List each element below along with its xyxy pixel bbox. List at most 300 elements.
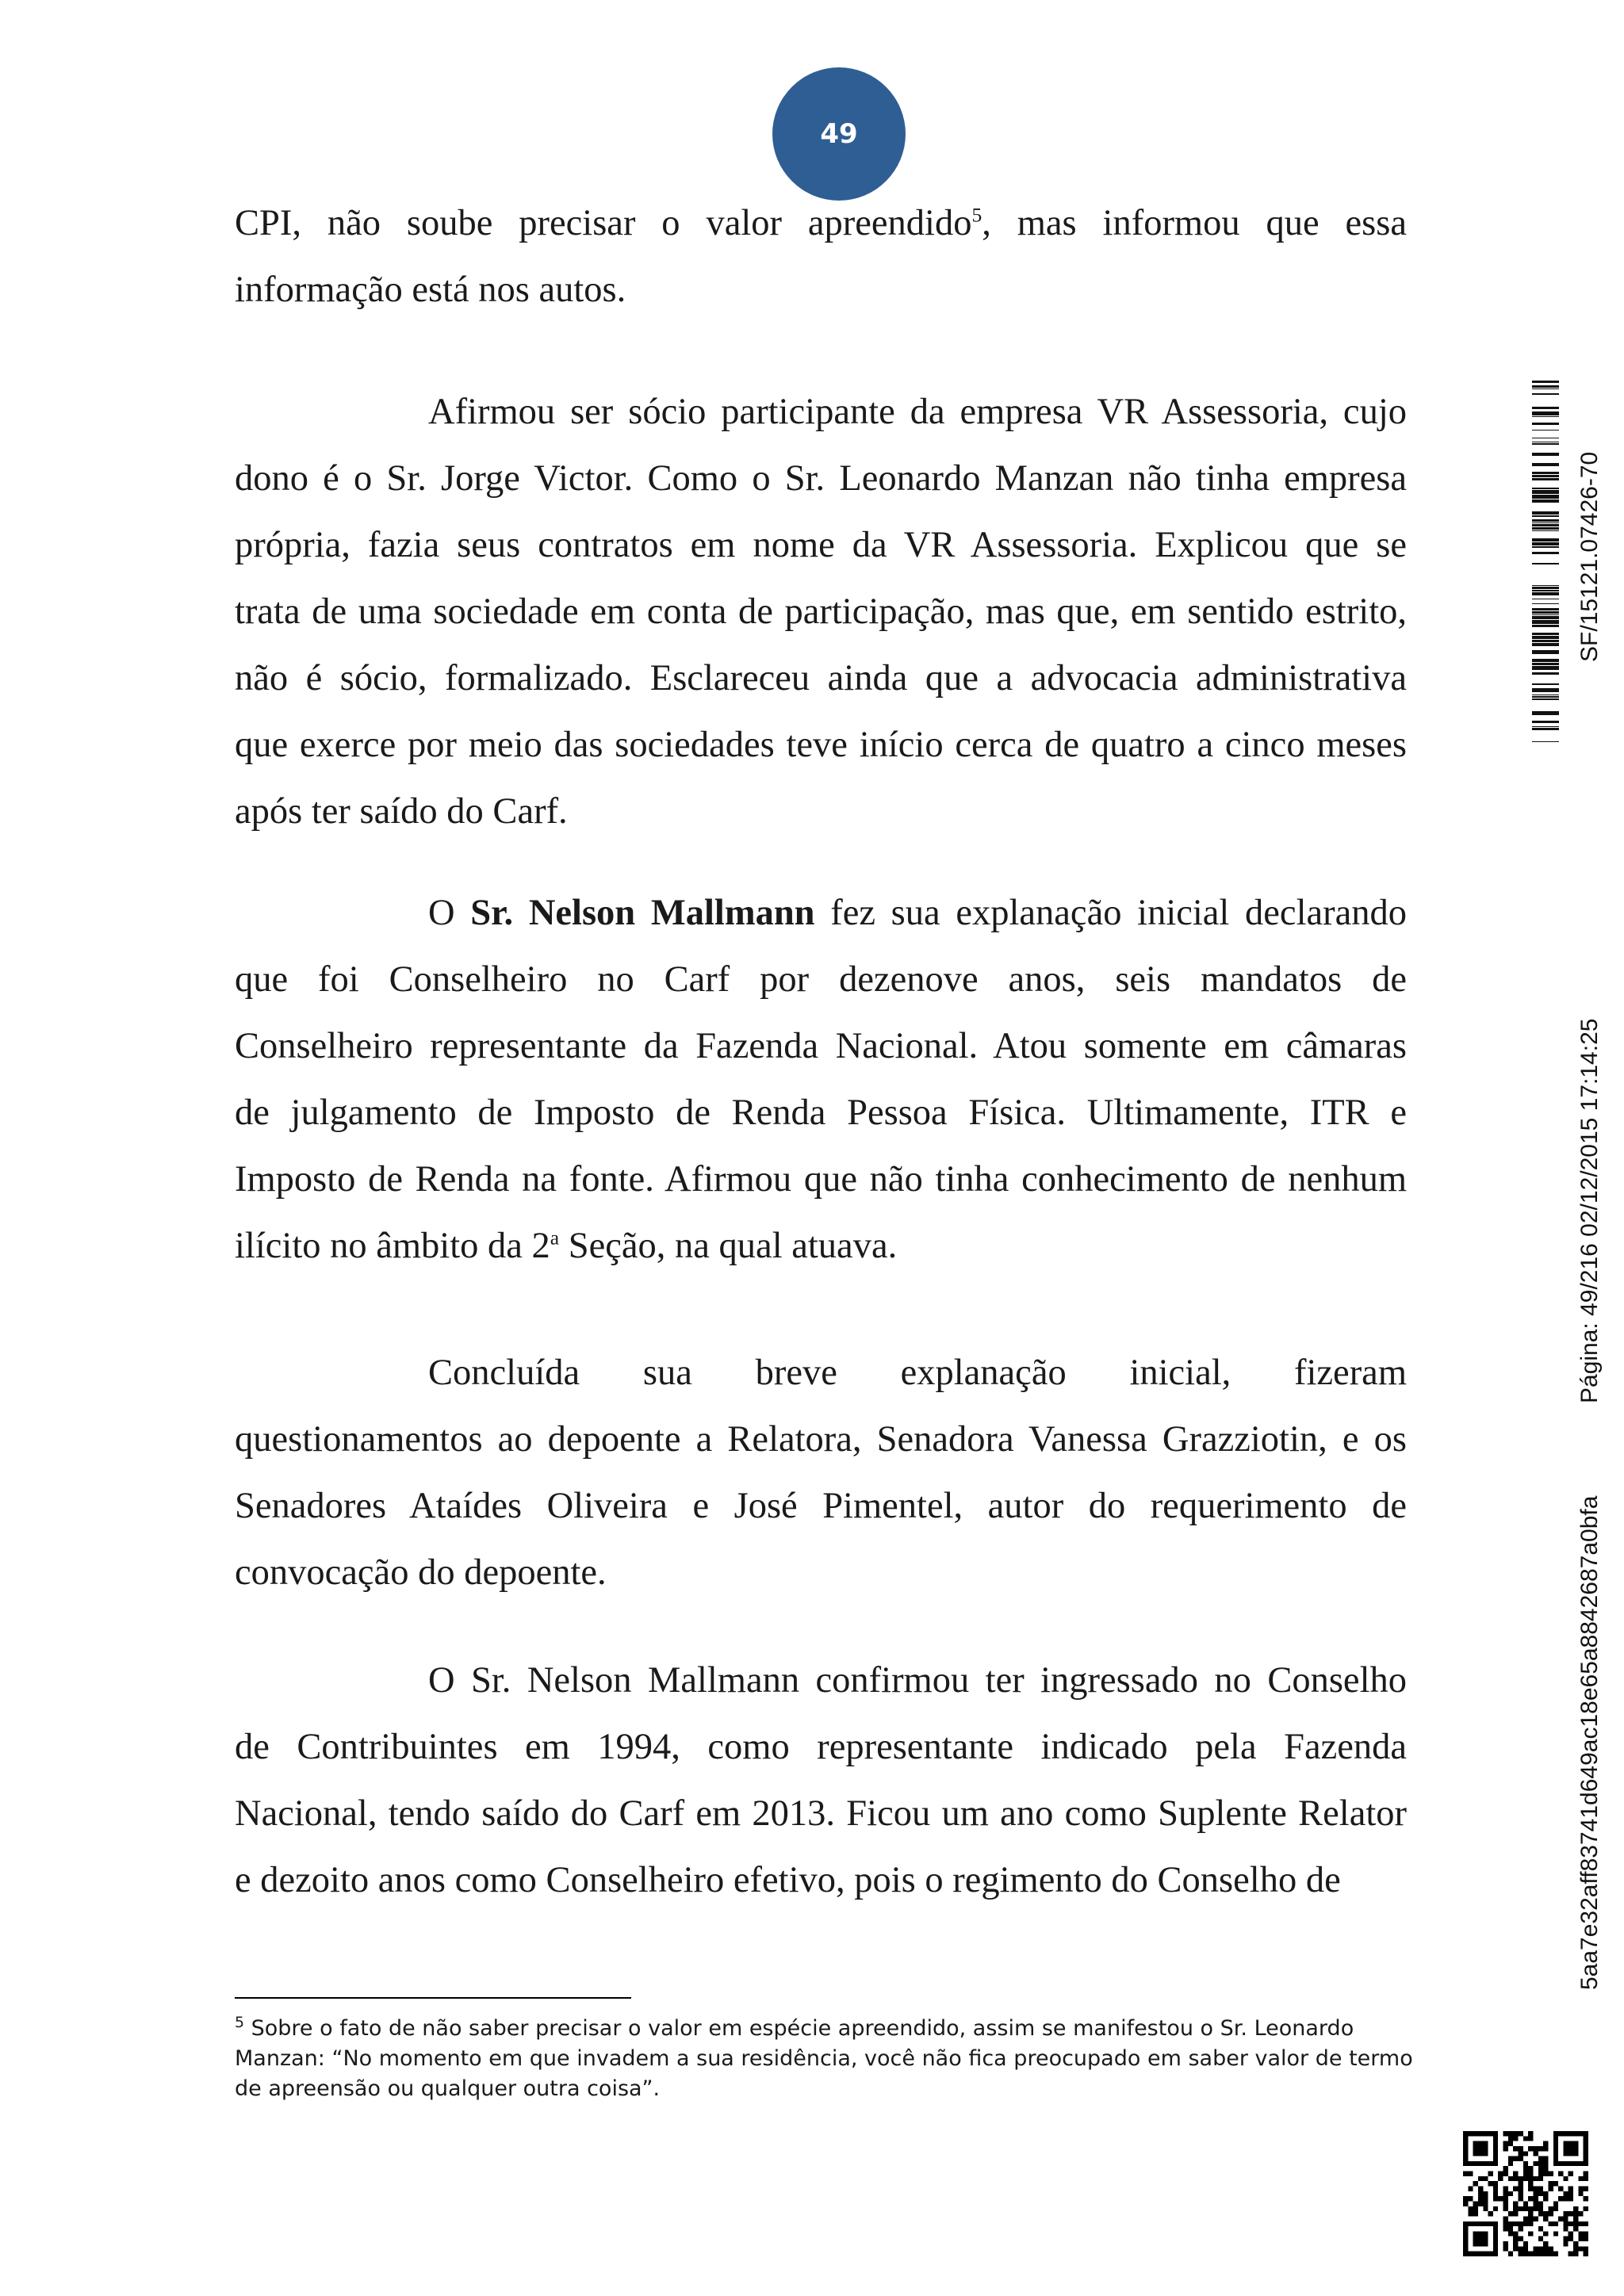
- qr-module: [1533, 2206, 1538, 2211]
- document-hash: 5aa7e32aff83741d649ac18e65a8842687a0bfa: [1576, 1495, 1603, 1990]
- qr-module: [1528, 2211, 1533, 2216]
- text-line: [235, 512, 1407, 579]
- qr-module: [1463, 2172, 1468, 2176]
- qr-module: [1553, 2161, 1558, 2166]
- qr-module: [1578, 2187, 1583, 2191]
- qr-module: [1473, 2241, 1478, 2246]
- qr-module: [1538, 2172, 1543, 2176]
- qr-module: [1563, 2211, 1568, 2216]
- qr-module: [1553, 2221, 1558, 2226]
- qr-module: [1523, 2136, 1528, 2141]
- qr-module: [1568, 2141, 1573, 2146]
- qr-module: [1533, 2146, 1538, 2151]
- text-segment: convocação do depoente.: [235, 1552, 607, 1593]
- text-segment: CPI, não soube precisar o valor apreendido: [235, 203, 972, 243]
- qr-module: [1463, 2141, 1468, 2146]
- qr-module: [1508, 2161, 1513, 2166]
- qr-module: [1463, 2237, 1468, 2241]
- qr-module: [1543, 2216, 1548, 2221]
- qr-module: [1563, 2221, 1568, 2226]
- qr-module: [1568, 2172, 1573, 2176]
- qr-module: [1493, 2191, 1498, 2196]
- barcode-bar: [1532, 587, 1559, 589]
- qr-module: [1473, 2131, 1478, 2136]
- qr-module: [1584, 2136, 1588, 2141]
- qr-module: [1519, 2221, 1523, 2226]
- qr-module: [1538, 2201, 1543, 2206]
- qr-module: [1468, 2252, 1473, 2256]
- qr-module: [1568, 2196, 1573, 2201]
- barcode-bar: [1532, 463, 1559, 466]
- barcode-bar: [1532, 711, 1559, 715]
- qr-module: [1503, 2166, 1508, 2171]
- qr-module: [1468, 2196, 1473, 2201]
- qr-module: [1528, 2196, 1533, 2201]
- barcode-bar: [1532, 659, 1559, 662]
- qr-module: [1558, 2196, 1563, 2201]
- qr-module: [1493, 2196, 1498, 2201]
- barcode-bar: [1532, 472, 1559, 474]
- barcode-bar: [1532, 650, 1559, 654]
- qr-module: [1508, 2252, 1513, 2256]
- qr-module: [1523, 2241, 1528, 2246]
- text-segment: trata de uma sociedade em conta de participação, mas que, em sentido estrito,: [235, 591, 1407, 632]
- qr-module: [1478, 2252, 1483, 2256]
- barcode-bar: [1532, 411, 1559, 415]
- text-line: [235, 645, 1407, 712]
- qr-module: [1538, 2191, 1543, 2196]
- qr-module: [1513, 2206, 1518, 2211]
- qr-module: [1493, 2206, 1498, 2211]
- qr-module: [1528, 2166, 1533, 2171]
- qr-module: [1573, 2151, 1578, 2156]
- qr-module: [1528, 2231, 1533, 2236]
- qr-module: [1483, 2201, 1488, 2206]
- qr-module: [1528, 2136, 1533, 2141]
- qr-module: [1528, 2187, 1533, 2191]
- paragraph: [235, 190, 1407, 323]
- qr-module: [1573, 2216, 1578, 2221]
- qr-module: [1578, 2237, 1583, 2241]
- qr-module: [1573, 2221, 1578, 2226]
- qr-module: [1538, 2246, 1543, 2251]
- text-segment: Nacional, tendo saído do Carf em 2013. Ficou um ano como Suplente Relator: [235, 1793, 1407, 1834]
- qr-module: [1473, 2161, 1478, 2166]
- qr-module: [1463, 2136, 1468, 2141]
- qr-module: [1478, 2201, 1483, 2206]
- text-segment: Concluída sua breve explanação inicial, fizeram: [428, 1353, 1407, 1393]
- qr-module: [1523, 2206, 1528, 2211]
- qr-module: [1513, 2201, 1518, 2206]
- qr-module: [1548, 2181, 1553, 2186]
- barcode-bar: [1532, 488, 1559, 489]
- text-line: [235, 1647, 1407, 1714]
- text-line: [235, 779, 1407, 845]
- qr-module: [1513, 2187, 1518, 2191]
- qr-module: [1508, 2191, 1513, 2196]
- qr-module: [1488, 2181, 1493, 2186]
- qr-module: [1578, 2131, 1583, 2136]
- text-segment: de julgamento de Imposto de Renda Pessoa Física. Ultimamente, ITR e: [235, 1093, 1407, 1133]
- qr-module: [1508, 2156, 1513, 2161]
- qr-module: [1483, 2176, 1488, 2181]
- qr-module: [1548, 2246, 1553, 2251]
- qr-code-image: [1463, 2131, 1588, 2256]
- qr-module: [1473, 2146, 1478, 2151]
- text-line: [235, 1714, 1407, 1781]
- qr-module: [1519, 2176, 1523, 2181]
- qr-module: [1483, 2241, 1488, 2246]
- footnote-text: Sobre o fato de não saber precisar o valor em espécie apreendido, assim se manifestou o Sr. Leonardo Manzan: “No momento em que invadem a sua residência, você não fica preocupado em saber valor de termo de apreensão ou qualquer outra coisa”.: [235, 2016, 1413, 2101]
- qr-module: [1513, 2146, 1518, 2151]
- qr-module: [1463, 2246, 1468, 2251]
- qr-module: [1493, 2252, 1498, 2256]
- text-line: [235, 1080, 1407, 1146]
- qr-module: [1519, 2246, 1523, 2251]
- qr-module: [1493, 2187, 1498, 2191]
- qr-module: [1519, 2206, 1523, 2211]
- qr-module: [1503, 2216, 1508, 2221]
- qr-module: [1538, 2146, 1543, 2151]
- qr-module: [1528, 2181, 1533, 2186]
- barcode-bar: [1532, 741, 1559, 742]
- qr-module: [1519, 2237, 1523, 2241]
- qr-module: [1543, 2141, 1548, 2146]
- paragraph: [235, 880, 1407, 1280]
- qr-module: [1563, 2191, 1568, 2196]
- qr-module: [1503, 2196, 1508, 2201]
- text-line: [235, 1013, 1407, 1080]
- barcode-bar: [1532, 542, 1559, 545]
- qr-module: [1573, 2226, 1578, 2231]
- qr-module: [1563, 2176, 1568, 2181]
- barcode-bar: [1532, 385, 1559, 388]
- qr-module: [1513, 2136, 1518, 2141]
- qr-module: [1563, 2216, 1568, 2221]
- qr-module: [1508, 2136, 1513, 2141]
- qr-module: [1584, 2156, 1588, 2161]
- qr-module: [1493, 2136, 1498, 2141]
- qr-module: [1543, 2246, 1548, 2251]
- barcode-bar: [1532, 490, 1559, 494]
- qr-module: [1478, 2196, 1483, 2201]
- text-line: [235, 1406, 1407, 1473]
- qr-module: [1513, 2231, 1518, 2236]
- text-segment: que exerce por meio das sociedades teve início cerca de quatro a cinco meses: [235, 725, 1407, 765]
- text-line: [235, 1146, 1407, 1213]
- qr-module: [1553, 2146, 1558, 2151]
- qr-module: [1533, 2176, 1538, 2181]
- barcode-bar: [1532, 478, 1559, 480]
- qr-module: [1553, 2181, 1558, 2186]
- qr-module: [1538, 2206, 1543, 2211]
- qr-module: [1463, 2241, 1468, 2246]
- qr-module: [1519, 2196, 1523, 2201]
- qr-module: [1523, 2201, 1528, 2206]
- text-segment: Conselheiro representante da Fazenda Nacional. Atou somente em câmaras: [235, 1026, 1407, 1066]
- bold-name: Sr. Nelson Mallmann: [470, 893, 815, 933]
- qr-module: [1533, 2201, 1538, 2206]
- barcode-bar: [1532, 552, 1559, 554]
- qr-module: [1584, 2237, 1588, 2241]
- qr-module: [1468, 2161, 1473, 2166]
- qr-module: [1508, 2231, 1513, 2236]
- qr-module: [1568, 2231, 1573, 2236]
- qr-module: [1523, 2221, 1528, 2226]
- qr-module: [1519, 2156, 1523, 2161]
- barcode-bar: [1532, 530, 1559, 531]
- qr-module: [1478, 2131, 1483, 2136]
- qr-module: [1573, 2211, 1578, 2216]
- qr-module: [1543, 2161, 1548, 2166]
- qr-module: [1513, 2131, 1518, 2136]
- qr-module: [1508, 2226, 1513, 2231]
- qr-module: [1463, 2252, 1468, 2256]
- qr-module: [1503, 2146, 1508, 2151]
- text-line: [235, 579, 1407, 645]
- qr-module: [1538, 2187, 1543, 2191]
- qr-module: [1584, 2252, 1588, 2256]
- text-line: [235, 880, 1407, 947]
- qr-module: [1463, 2156, 1468, 2161]
- qr-module: [1513, 2211, 1518, 2216]
- qr-module: [1578, 2191, 1583, 2196]
- qr-module: [1548, 2172, 1553, 2176]
- barcode-bar: [1532, 546, 1559, 548]
- qr-module: [1468, 2211, 1473, 2216]
- barcode-bar: [1532, 696, 1559, 698]
- qr-module: [1508, 2141, 1513, 2146]
- qr-module: [1553, 2136, 1558, 2141]
- qr-module: [1584, 2231, 1588, 2236]
- barcode-bar: [1532, 616, 1559, 619]
- qr-module: [1584, 2206, 1588, 2211]
- qr-module: [1508, 2176, 1513, 2181]
- qr-module: [1568, 2191, 1573, 2196]
- qr-module: [1558, 2187, 1563, 2191]
- text-line: [235, 257, 1407, 323]
- qr-module: [1498, 2172, 1503, 2176]
- barcode-bar: [1532, 721, 1559, 723]
- qr-module: [1548, 2252, 1553, 2256]
- qr-module: [1568, 2151, 1573, 2156]
- qr-module: [1543, 2191, 1548, 2196]
- qr-module: [1568, 2252, 1573, 2256]
- barcode-bar: [1532, 683, 1559, 685]
- qr-module: [1538, 2166, 1543, 2171]
- text-line: [235, 379, 1407, 446]
- qr-module: [1483, 2252, 1488, 2256]
- qr-module: [1503, 2246, 1508, 2251]
- qr-module: [1533, 2151, 1538, 2156]
- qr-module: [1478, 2191, 1483, 2196]
- qr-module: [1473, 2211, 1478, 2216]
- qr-module: [1528, 2172, 1533, 2176]
- page-stamp: Página: 49/216 02/12/2015 17:14:25: [1576, 1018, 1603, 1403]
- barcode-bar: [1532, 592, 1559, 595]
- qr-module: [1483, 2131, 1488, 2136]
- barcode-bar: [1532, 475, 1559, 477]
- paragraph: [235, 1340, 1407, 1606]
- qr-module: [1478, 2141, 1483, 2146]
- qr-module: [1463, 2201, 1468, 2206]
- qr-module: [1528, 2176, 1533, 2181]
- qr-module: [1503, 2191, 1508, 2196]
- qr-module: [1513, 2237, 1518, 2241]
- qr-module: [1478, 2151, 1483, 2156]
- document-code: SF/15121.07426-70: [1576, 451, 1603, 662]
- qr-module: [1493, 2226, 1498, 2231]
- qr-module: [1568, 2146, 1573, 2151]
- barcode-bar: [1532, 643, 1559, 646]
- qr-module: [1568, 2161, 1573, 2166]
- qr-module: [1483, 2151, 1488, 2156]
- qr-module: [1463, 2146, 1468, 2151]
- qr-module: [1543, 2196, 1548, 2201]
- text-line: [235, 947, 1407, 1013]
- barcode-bar: [1532, 698, 1559, 700]
- qr-module: [1508, 2211, 1513, 2216]
- qr-module: [1513, 2246, 1518, 2251]
- qr-module: [1483, 2196, 1488, 2201]
- qr-module: [1503, 2206, 1508, 2211]
- qr-module: [1553, 2201, 1558, 2206]
- qr-module: [1463, 2231, 1468, 2236]
- qr-module: [1473, 2141, 1478, 2146]
- qr-module: [1558, 2172, 1563, 2176]
- qr-module: [1503, 2131, 1508, 2136]
- text-line: [235, 1473, 1407, 1540]
- qr-module: [1463, 2221, 1468, 2226]
- qr-module: [1568, 2187, 1573, 2191]
- qr-module: [1584, 2172, 1588, 2176]
- qr-module: [1578, 2161, 1583, 2166]
- qr-module: [1584, 2176, 1588, 2181]
- text-segment: não é sócio, formalizado. Esclareceu ainda que a advocacia administrativa: [235, 658, 1407, 698]
- barcode-bar: [1532, 608, 1559, 610]
- qr-module: [1519, 2187, 1523, 2191]
- qr-module: [1493, 2141, 1498, 2146]
- barcode-bar: [1532, 611, 1559, 614]
- qr-module: [1563, 2196, 1568, 2201]
- barcode-bar: [1532, 388, 1559, 389]
- qr-module: [1488, 2211, 1493, 2216]
- qr-module: [1563, 2141, 1568, 2146]
- qr-module: [1513, 2241, 1518, 2246]
- text-line: [235, 1340, 1407, 1406]
- qr-module: [1493, 2181, 1498, 2186]
- qr-module: [1568, 2237, 1573, 2241]
- qr-module: [1478, 2221, 1483, 2226]
- qr-module: [1553, 2151, 1558, 2156]
- qr-module: [1523, 2252, 1528, 2256]
- barcode-bar: [1532, 499, 1559, 503]
- qr-module: [1563, 2131, 1568, 2136]
- barcode-bar: [1532, 519, 1559, 522]
- qr-module: [1468, 2172, 1473, 2176]
- qr-module: [1553, 2156, 1558, 2161]
- qr-module: [1543, 2231, 1548, 2236]
- qr-module: [1519, 2252, 1523, 2256]
- qr-module: [1478, 2231, 1483, 2236]
- barcode-bar: [1532, 524, 1559, 526]
- qr-module: [1578, 2221, 1583, 2226]
- barcode-bar: [1532, 636, 1559, 639]
- qr-module: [1488, 2172, 1493, 2176]
- qr-module: [1563, 2146, 1568, 2151]
- qr-module: [1519, 2226, 1523, 2231]
- qr-module: [1553, 2141, 1558, 2146]
- qr-module: [1584, 2221, 1588, 2226]
- qr-module: [1503, 2221, 1508, 2226]
- barcode-bar: [1532, 666, 1559, 670]
- qr-module: [1543, 2252, 1548, 2256]
- qr-module: [1473, 2206, 1478, 2211]
- qr-module: [1519, 2131, 1523, 2136]
- qr-module: [1563, 2151, 1568, 2156]
- qr-module: [1543, 2156, 1548, 2161]
- qr-module: [1573, 2161, 1578, 2166]
- qr-module: [1568, 2131, 1573, 2136]
- qr-module: [1578, 2211, 1583, 2216]
- qr-module: [1519, 2191, 1523, 2196]
- text-line: [235, 1847, 1407, 1914]
- text-segment: após ter saído do Carf.: [235, 791, 568, 832]
- barcode-bar: [1532, 423, 1559, 425]
- qr-module: [1503, 2226, 1508, 2231]
- qr-module: [1584, 2151, 1588, 2156]
- barcode-bar: [1532, 522, 1559, 523]
- barcode-bar: [1532, 620, 1559, 624]
- qr-module: [1503, 2172, 1508, 2176]
- qr-module: [1493, 2246, 1498, 2251]
- qr-module: [1584, 2141, 1588, 2146]
- barcode-bar: [1532, 416, 1559, 417]
- text-segment: fez sua explanação inicial declarando: [814, 893, 1408, 933]
- qr-module: [1563, 2241, 1568, 2246]
- qr-module: [1463, 2151, 1468, 2156]
- qr-module: [1584, 2131, 1588, 2136]
- paragraph: [235, 379, 1407, 845]
- qr-module: [1488, 2131, 1493, 2136]
- text-line: [235, 1213, 1407, 1280]
- barcode-bar: [1532, 688, 1559, 692]
- barcode-bar: [1532, 393, 1559, 395]
- barcode-bar: [1532, 515, 1559, 517]
- barcode-bar: [1532, 527, 1559, 530]
- qr-module: [1483, 2146, 1488, 2151]
- qr-module: [1528, 2221, 1533, 2226]
- qr-module: [1508, 2221, 1513, 2226]
- paragraph: [235, 1647, 1407, 1914]
- qr-module: [1533, 2187, 1538, 2191]
- qr-module: [1483, 2231, 1488, 2236]
- qr-module: [1543, 2241, 1548, 2246]
- qr-module: [1548, 2187, 1553, 2191]
- qr-module: [1553, 2206, 1558, 2211]
- text-segment: e dezoito anos como Conselheiro efetivo, pois o regimento do Conselho de: [235, 1860, 1341, 1900]
- qr-module: [1498, 2176, 1503, 2181]
- qr-module: [1543, 2172, 1548, 2176]
- qr-module: [1488, 2221, 1493, 2226]
- qr-module: [1573, 2141, 1578, 2146]
- qr-module: [1513, 2176, 1518, 2181]
- qr-module: [1478, 2161, 1483, 2166]
- qr-module: [1538, 2226, 1543, 2231]
- text-segment: ilícito no âmbito da 2: [235, 1226, 550, 1266]
- text-segment: , mas informou que essa: [982, 203, 1407, 243]
- qr-module: [1493, 2156, 1498, 2161]
